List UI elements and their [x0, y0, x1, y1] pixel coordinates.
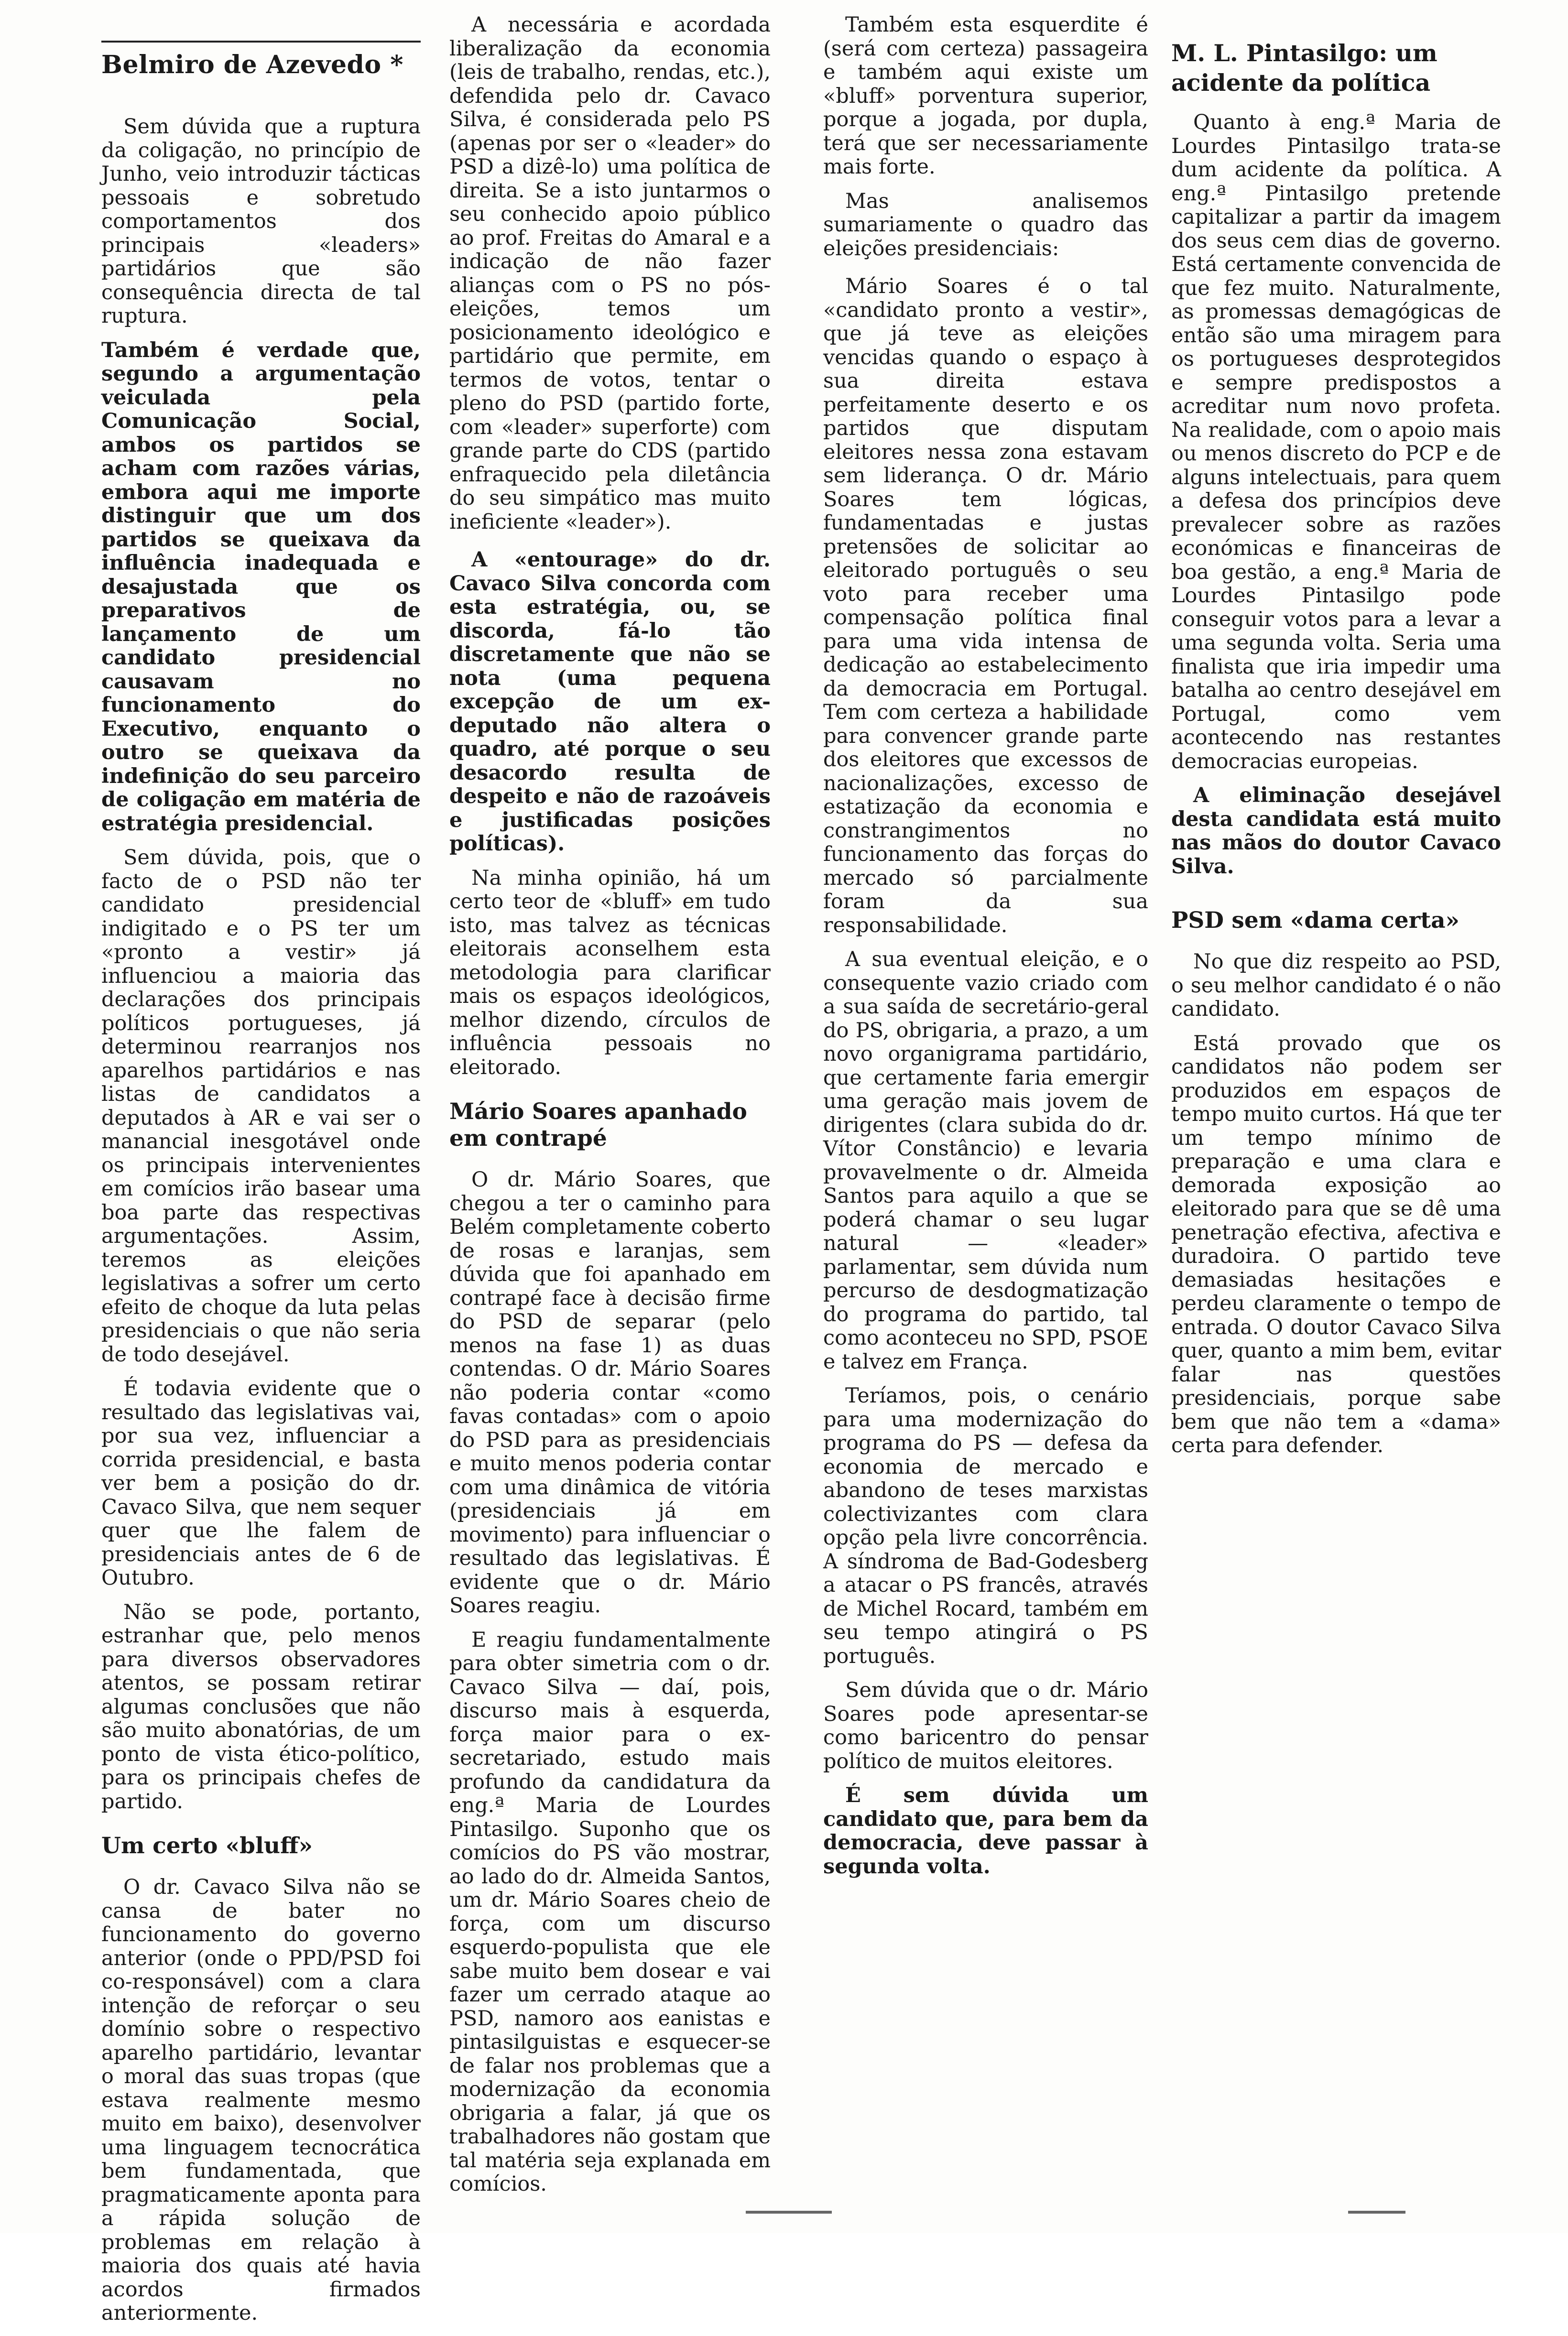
- section-heading: M. L. Pintasilgo: um acidente da política: [1171, 39, 1437, 97]
- paragraph: Mas analisemos sumariamente o quadro das eleições presidenciais:: [823, 189, 1148, 261]
- paragraph: O dr. Cavaco Silva não se cansa de bater no funcionamento do governo anterior (onde o PPD/PSD foi co-responsável) com a clara intenção de reforçar o seu domínio sobre o respectivo aparelho partidário, levantar o moral das suas tropas (que estava realmente mesmo muito em baixo), desenvolver uma linguagem tecnocrática bem fundamentada, que pragmaticamente aponta para a rápida solução de problemas em relação à maioria dos quais até havia acordos firmados anteriormente.: [101, 1875, 421, 2325]
- author-byline: Belmiro de Azevedo *: [101, 50, 403, 79]
- column-2: [449, 13, 771, 2207]
- author-rule: [101, 41, 421, 43]
- paragraph: A eliminação desejável desta candidata está muito nas mãos do doutor Cavaco Silva.: [1171, 783, 1501, 879]
- paragraph: Sem dúvida que a ruptura da coligação, no princípio de Junho, veio introduzir tácticas pessoais e sobretudo comportamentos dos principais «leaders» partidários que são consequência directa de tal ruptura.: [101, 115, 421, 328]
- paragraph: Está provado que os candidatos não podem ser produzidos em espaços de tempo muito curtos. Há que ter um tempo mínimo de preparação e uma clara e demorada exposição ao eleitorado para que se dê uma penetração efectiva, afectiva e duradoira. O partido teve demasiadas hesitações e perdeu claramente o tempo de entrada. O doutor Cavaco Silva quer, quanto a mim bem, evitar falar nas questões presidenciais, porque sabe bem que não tem a «dama» certa para defender.: [1171, 1031, 1501, 1457]
- paragraph: Também esta esquerdite é (será com certeza) passageira e também aqui existe um «bluff» porventura superior, porque a jogada, por dupla, terá que ser necessariamente mais forte.: [823, 13, 1148, 179]
- paragraph: Sem dúvida, pois, que o facto de o PSD não ter candidato presidencial indigitado e o PS ter um «pronto a vestir» já influenciou a maioria das declarações dos principais políticos portugueses, já determinou rearranjos nos aparelhos partidários e nas listas de candidatos a deputados à AR e vai ser o manancial inesgotável onde os principais intervenientes em comícios irão basear uma boa parte das respectivas argumentações. Assim, teremos as eleições legislativas a sofrer um certo efeito de choque da luta pelas presidenciais o que não seria de todo desejável.: [101, 846, 421, 1367]
- paragraph: Também é verdade que, segundo a argumentação veiculada pela Comunicação Social, ambos os partidos se acham com razões várias, embora aqui me importe distinguir que um dos partidos se queixava da influência inadequada e desajustada que os preparativos de lançamento de um candidato presidencial causavam no funcionamento do Executivo, enquanto o outro se queixava da indefinição do seu parceiro de coligação em matéria de estratégia presidencial.: [101, 338, 421, 836]
- section-heading: Mário Soares apanhado em contrapé: [449, 1098, 747, 1152]
- paragraph: O dr. Mário Soares, que chegou a ter o caminho para Belém completamente coberto de rosas e laranjas, sem dúvida que foi apanhado em contrapé face à decisão firme do PSD de separar (pelo menos na fase 1) as duas contendas. O dr. Mário Soares não poderia contar «como favas contadas» com o apoio do PSD para as presidenciais e muito menos poderia contar com uma dinâmica de vitória (presidenciais já em movimento) para influenciar o resultado das legislativas. É evidente que o dr. Mário Soares reagiu.: [449, 1168, 771, 1618]
- column-1: [101, 41, 421, 2336]
- paragraph: Teríamos, pois, o cenário para uma modernização do programa do PS — defesa da economia de mercado e abandono de teses marxistas colectivizantes com clara opção pela livre concorrência. A síndroma de Bad-Godesberg a atacar o PS francês, através de Michel Rocard, também em seu tempo atingirá o PS português.: [823, 1384, 1148, 1668]
- paragraph: Não se pode, portanto, estranhar que, pelo menos para diversos observadores atentos, se possam retirar algumas conclusões que não são muito abonatórias, de um ponto de vista ético-político, para os principais chefes de partido.: [101, 1600, 421, 1814]
- section-heading: Um certo «bluff»: [101, 1833, 313, 1859]
- paragraph: No que diz respeito ao PSD, o seu melhor candidato é o não candidato.: [1171, 950, 1501, 1021]
- paragraph: É sem dúvida um candidato que, para bem da democracia, deve passar à segunda volta.: [823, 1783, 1148, 1879]
- paragraph: Sem dúvida que o dr. Mário Soares pode apresentar-se como baricentro do pensar político de muitos eleitores.: [823, 1678, 1148, 1773]
- paragraph: A sua eventual eleição, e o consequente vazio criado com a sua saída de secretário-geral do PS, obrigaria, a prazo, a um novo organigrama partidário, que certamente faria emergir uma geração mais jovem de dirigentes (clara subida do dr. Vítor Constâncio) e levaria provavelmente o dr. Almeida Santos para aquilo a que se poderá chamar o seu lugar natural — «leader» parlamentar, sem dúvida num percurso de desdogmatização do programa do partido, tal como aconteceu no SPD, PSOE e talvez em França.: [823, 947, 1148, 1374]
- paragraph: A necessária e acordada liberalização da economia (leis de trabalho, rendas, etc.), defendida pelo dr. Cavaco Silva, é considerada pelo PS (apenas por ser o «leader» do PSD a dizê-lo) uma política de direita. Se a isto juntarmos o seu conhecido apoio público ao prof. Freitas do Amaral e a indicação de não fazer alianças com o PS no pós-eleições, temos um posicionamento ideológico e partidário que permite, em termos de votos, tentar o pleno do PSD (partido forte, com «leader» superforte) com grande parte do CDS (partido enfraquecido pela diletância do seu simpático mas muito ineficiente «leader»).: [449, 13, 771, 534]
- print-mark: [746, 2211, 832, 2214]
- paragraph: Quanto à eng.ª Maria de Lourdes Pintasilgo trata-se dum acidente da política. A eng.ª Pintasilgo pretende capitalizar a partir da imagem dos seus cem dias de governo. Está certamente convencida de que fez muito. Naturalmente, as promessas demagógicas de então são uma miragem para os portugueses desprotegidos e sempre predispostos a acreditar num novo profeta. Na realidade, com o apoio mais ou menos discreto do PCP e de alguns intelectuais, para quem a defesa dos princípios deve prevalecer sobre as razões económicas e financeiras de boa gestão, a eng.ª Maria de Lourdes Pintasilgo pode conseguir votos para a levar a uma segunda volta. Seria uma finalista que iria impedir uma batalha ao centro desejável em Portugal, como vem acontecendo nas restantes democracias europeias.: [1171, 110, 1501, 773]
- paragraph: E reagiu fundamentalmente para obter simetria com o dr. Cavaco Silva — daí, pois, discurso mais à esquerda, força maior para o ex-secretariado, estudo mais profundo da candidatura da eng.ª Maria de Lourdes Pintasilgo. Suponho que os comícios do PS vão mostrar, ao lado do dr. Almeida Santos, um dr. Mário Soares cheio de força, com um discurso esquerdo-populista que ele sabe muito bem dosear e vai fazer um cerrado ataque ao PSD, namoro aos eanistas e pintasilguistas e esquecer-se de falar nos problemas que a modernização da economia obrigaria a falar, já que os trabalhadores não gostam que tal matéria seja explanada em comícios.: [449, 1628, 771, 2196]
- column-4: [1171, 38, 1501, 1468]
- paragraph: É todavia evidente que o resultado das legislativas vai, por sua vez, influenciar a corrida presidencial, e basta ver bem a posição do dr. Cavaco Silva, que nem sequer quer que lhe falem de presidenciais antes de 6 de Outubro.: [101, 1377, 421, 1590]
- column-3: [823, 13, 1148, 1889]
- section-heading: PSD sem «dama certa»: [1171, 907, 1459, 934]
- paragraph: A «entourage» do dr. Cavaco Silva concorda com esta estratégia, ou, se discorda, fá-lo tão discretamente que não se nota (uma pequena excepção de um ex-deputado não altera o quadro, até porque o seu desacordo resulta de despeito e não de razoáveis e justificadas posições políticas).: [449, 548, 771, 856]
- print-marks: [746, 2211, 1463, 2220]
- print-mark: [1348, 2211, 1405, 2214]
- paragraph: Mário Soares é o tal «candidato pronto a vestir», que já teve as eleições vencidas quando o espaço à sua direita estava perfeitamente deserto e os partidos que disputam eleitores nessa zona estavam sem liderança. O dr. Mário Soares tem lógicas, fundamentadas e justas pretensões de solicitar ao eleitorado português o seu voto para receber uma compensação política final para uma vida intensa de dedicação ao estabelecimento da democracia em Portugal. Tem com certeza a habilidade para convencer grande parte dos eleitores que excessos de nacionalizações, excesso de estatização da economia e constrangimentos no funcionamento das forças do mercado só parcialmente foram da sua responsabilidade.: [823, 274, 1148, 937]
- paragraph: Na minha opinião, há um certo teor de «bluff» em tudo isto, mas talvez as técnicas eleitorais aconselhem esta metodologia para clarificar mais os espaços ideológicos, melhor dizendo, círculos de influência pessoais no eleitorado.: [449, 866, 771, 1079]
